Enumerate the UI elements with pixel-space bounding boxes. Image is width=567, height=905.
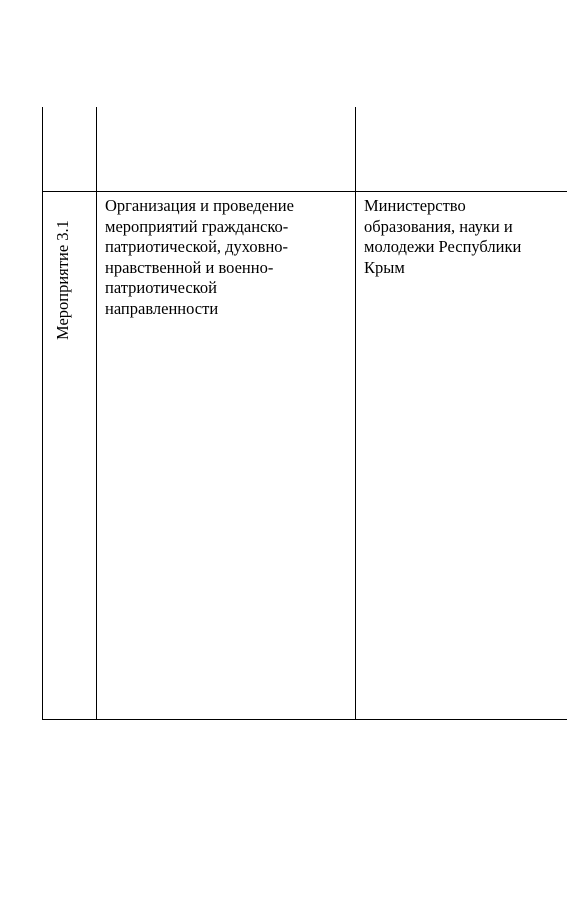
table-border-bottom: [42, 719, 567, 720]
table-border-col1: [96, 107, 97, 720]
table-border-left: [42, 107, 43, 720]
table-cell-event-label: Мероприятие 3.1: [53, 220, 72, 340]
table-border-col2: [355, 107, 356, 720]
table-cell-event-description: Организация и проведение мероприятий гражданско- патриотической, духовно- нравственной и военно- патриотической направленности: [105, 196, 294, 318]
table-row-divider: [42, 191, 567, 192]
table-cell-responsible-body: Министерство образования, науки и молодежи Республики Крым: [364, 196, 522, 277]
